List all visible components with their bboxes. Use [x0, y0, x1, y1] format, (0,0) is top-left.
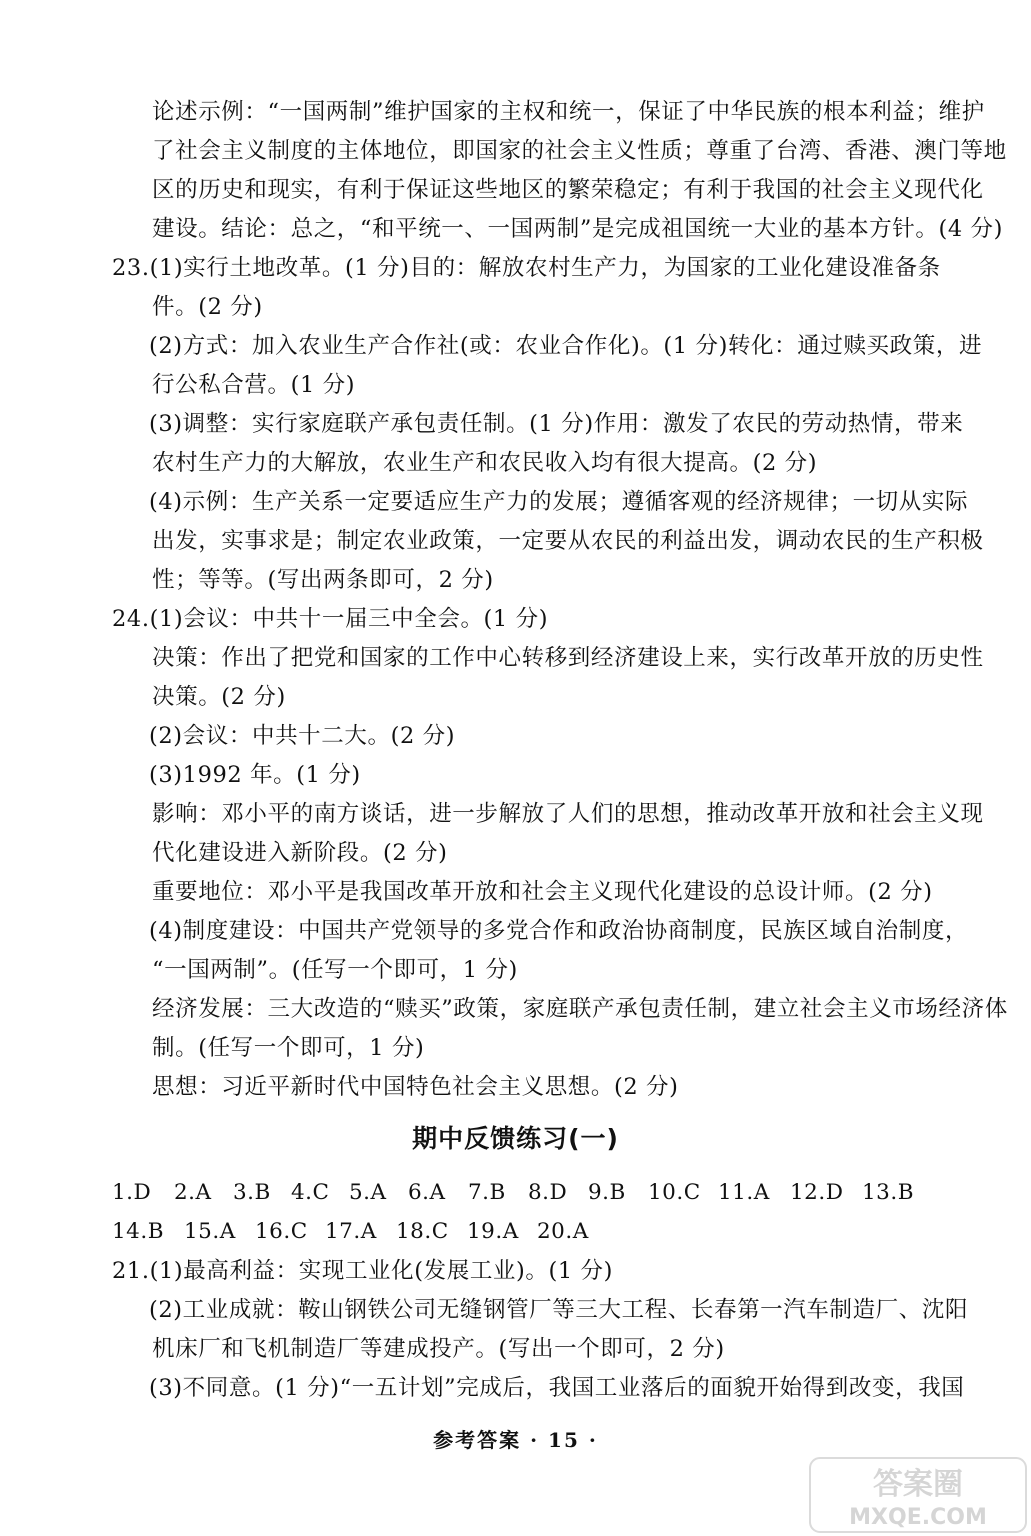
text-line: 区的历史和现实，有利于保证这些地区的繁荣稳定；有利于我国的社会主义现代化 — [152, 177, 984, 203]
text-line: 重要地位：邓小平是我国改革开放和社会主义现代化建设的总设计师。(2 分) — [152, 879, 933, 905]
text-line: (2)方式：加入农业生产合作社(或：农业合作化)。(1 分)转化：通过赎买政策，进 — [149, 333, 983, 359]
text-line: 思想：习近平新时代中国特色社会主义思想。(2 分) — [152, 1074, 679, 1100]
text-line: “一国两制”。(任写一个即可，1 分) — [152, 957, 518, 983]
text-line: 代化建设进入新阶段。(2 分) — [152, 840, 448, 866]
question-21: 21.(1)最高利益：实现工业化(发展工业)。(1 分) — [112, 1258, 614, 1284]
text-line: 件。(2 分) — [152, 294, 263, 320]
mc-answer: 9.B — [588, 1180, 626, 1205]
text-line: 论述示例：“一国两制”维护国家的主权和统一，保证了中华民族的根本利益；维护 — [152, 99, 985, 125]
mc-answer: 7.B — [468, 1180, 506, 1205]
text-line: (4)制度建设：中国共产党领导的多党合作和政治协商制度，民族区域自治制度， — [149, 918, 969, 944]
mc-answer: 1.D — [112, 1180, 152, 1205]
mc-answer: 16.C — [255, 1219, 308, 1244]
text-line: 性；等等。(写出两条即可，2 分) — [152, 567, 494, 593]
section-title: 期中反馈练习(一) — [412, 1124, 619, 1153]
text-line: 影响：邓小平的南方谈话，进一步解放了人们的思想，推动改革开放和社会主义现 — [152, 801, 984, 827]
mc-answer: 12.D — [790, 1180, 844, 1205]
mc-answer: 2.A — [174, 1180, 212, 1205]
mc-answer: 19.A — [467, 1219, 519, 1244]
text-line: 建设。结论：总之，“和平统一、一国两制”是完成祖国统一大业的基本方针。(4 分) — [152, 216, 1004, 242]
mc-answer: 4.C — [291, 1180, 330, 1205]
text-line: (3)不同意。(1 分)“一五计划”完成后，我国工业落后的面貌开始得到改变，我国 — [149, 1375, 965, 1401]
text-line: (4)示例：生产关系一定要适应生产力的发展；遵循客观的经济规律；一切从实际 — [149, 489, 969, 515]
watermark-logo — [808, 1456, 1028, 1534]
mc-answer: 14.B — [112, 1219, 164, 1244]
mc-answer: 10.C — [648, 1180, 701, 1205]
text-line: (2)工业成就：鞍山钢铁公司无缝钢管厂等三大工程、长春第一汽车制造厂、沈阳 — [149, 1297, 969, 1323]
text-line: 机床厂和飞机制造厂等建成投产。(写出一个即可，2 分) — [152, 1336, 725, 1362]
text-line: 决策。(2 分) — [152, 684, 286, 710]
text-line: 农村生产力的大解放，农业生产和农民收入均有很大提高。(2 分) — [152, 450, 818, 476]
mc-answer: 8.D — [528, 1180, 568, 1205]
text-line: (3)调整：实行家庭联产承包责任制。(1 分)作用：激发了农民的劳动热情，带来 — [149, 411, 964, 437]
mc-answer: 3.B — [233, 1180, 271, 1205]
mc-answer: 11.A — [718, 1180, 770, 1205]
watermark-bottom-text: MXQE.COM — [849, 1505, 987, 1530]
text-line: (2)会议：中共十二大。(2 分) — [149, 723, 456, 749]
text-line: 了社会主义制度的主体地位，即国家的社会主义性质；尊重了台湾、香港、澳门等地 — [152, 138, 1007, 164]
mc-answer: 18.C — [396, 1219, 449, 1244]
text-line: 决策：作出了把党和国家的工作中心转移到经济建设上来，实行改革开放的历史性 — [152, 645, 984, 671]
mc-answer: 17.A — [325, 1219, 377, 1244]
question-24: 24.(1)会议：中共十一届三中全会。(1 分) — [112, 606, 549, 632]
question-23: 23.(1)实行土地改革。(1 分)目的：解放农村生产力，为国家的工业化建设准备条 — [112, 255, 941, 281]
page-footer: 参考答案 · 15 · — [433, 1428, 598, 1452]
watermark-top-text: 答案圈 — [873, 1467, 963, 1502]
text-line: 行公私合营。(1 分) — [152, 372, 356, 398]
mc-answer: 5.A — [349, 1180, 387, 1205]
mc-answer: 13.B — [862, 1180, 914, 1205]
mc-answer: 15.A — [184, 1219, 236, 1244]
mc-answer: 6.A — [408, 1180, 446, 1205]
mc-answer: 20.A — [537, 1219, 589, 1244]
text-line: 经济发展：三大改造的“赎买”政策，家庭联产承包责任制，建立社会主义市场经济体 — [152, 996, 1008, 1022]
text-line: 制。(任写一个即可，1 分) — [152, 1035, 425, 1061]
text-line: 出发，实事求是；制定农业政策，一定要从农民的利益出发，调动农民的生产积极 — [152, 528, 984, 554]
text-line: (3)1992 年。(1 分) — [149, 762, 361, 788]
